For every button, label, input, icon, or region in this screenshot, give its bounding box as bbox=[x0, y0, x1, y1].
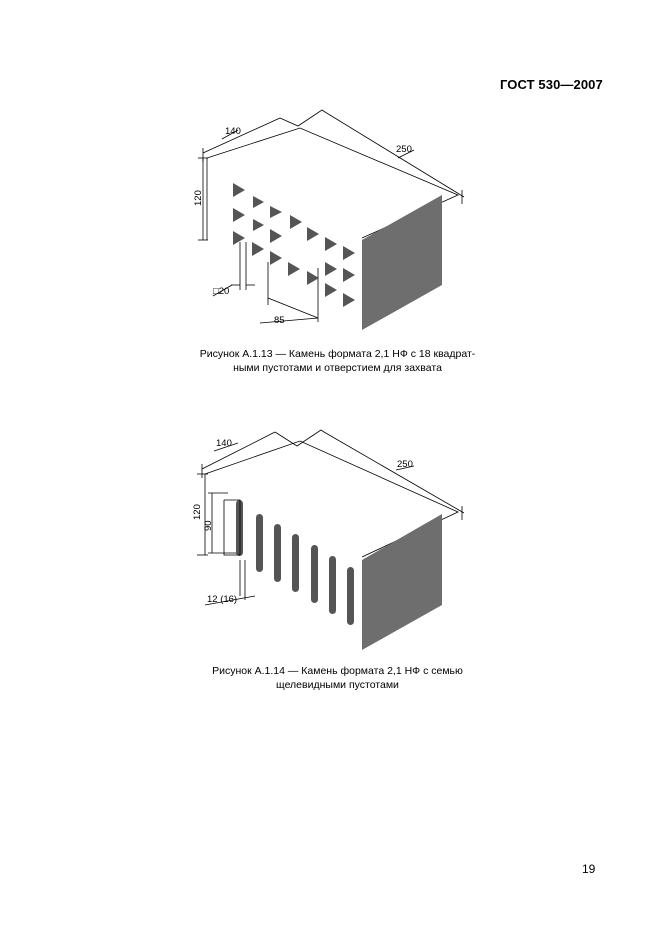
dim-hole: □20 bbox=[213, 286, 230, 297]
page-number: 19 bbox=[582, 862, 596, 876]
brick-end-face bbox=[362, 195, 442, 330]
dim-120: 120 bbox=[192, 504, 203, 520]
dim-250: 250 bbox=[397, 459, 413, 470]
dim-250: 250 bbox=[396, 144, 412, 155]
standard-code: ГОСТ 530—2007 bbox=[500, 77, 603, 92]
dim-slot-width: 12 (16) bbox=[207, 594, 238, 605]
caption-line: Рисунок А.1.14 — Камень формата 2,1 НФ с семью bbox=[212, 665, 463, 677]
figure-2-caption bbox=[170, 664, 505, 692]
figure-1-caption bbox=[170, 347, 505, 375]
brick-end-face bbox=[362, 514, 442, 650]
dim-120: 120 bbox=[193, 190, 204, 206]
figure-2-brick-drawing bbox=[0, 420, 661, 650]
caption-line: щелевидными пустотами bbox=[276, 679, 399, 691]
dim-140: 140 bbox=[225, 126, 241, 137]
figure-1-brick-drawing bbox=[0, 100, 661, 340]
dim-85: 85 bbox=[274, 315, 285, 326]
caption-line: Рисунок А.1.13 — Камень формата 2,1 НФ с 18 квадрат- bbox=[199, 348, 476, 360]
caption-line: ными пустотами и отверстием для захвата bbox=[233, 362, 442, 374]
dim-140: 140 bbox=[216, 438, 232, 449]
dim-90: 90 bbox=[203, 520, 214, 531]
